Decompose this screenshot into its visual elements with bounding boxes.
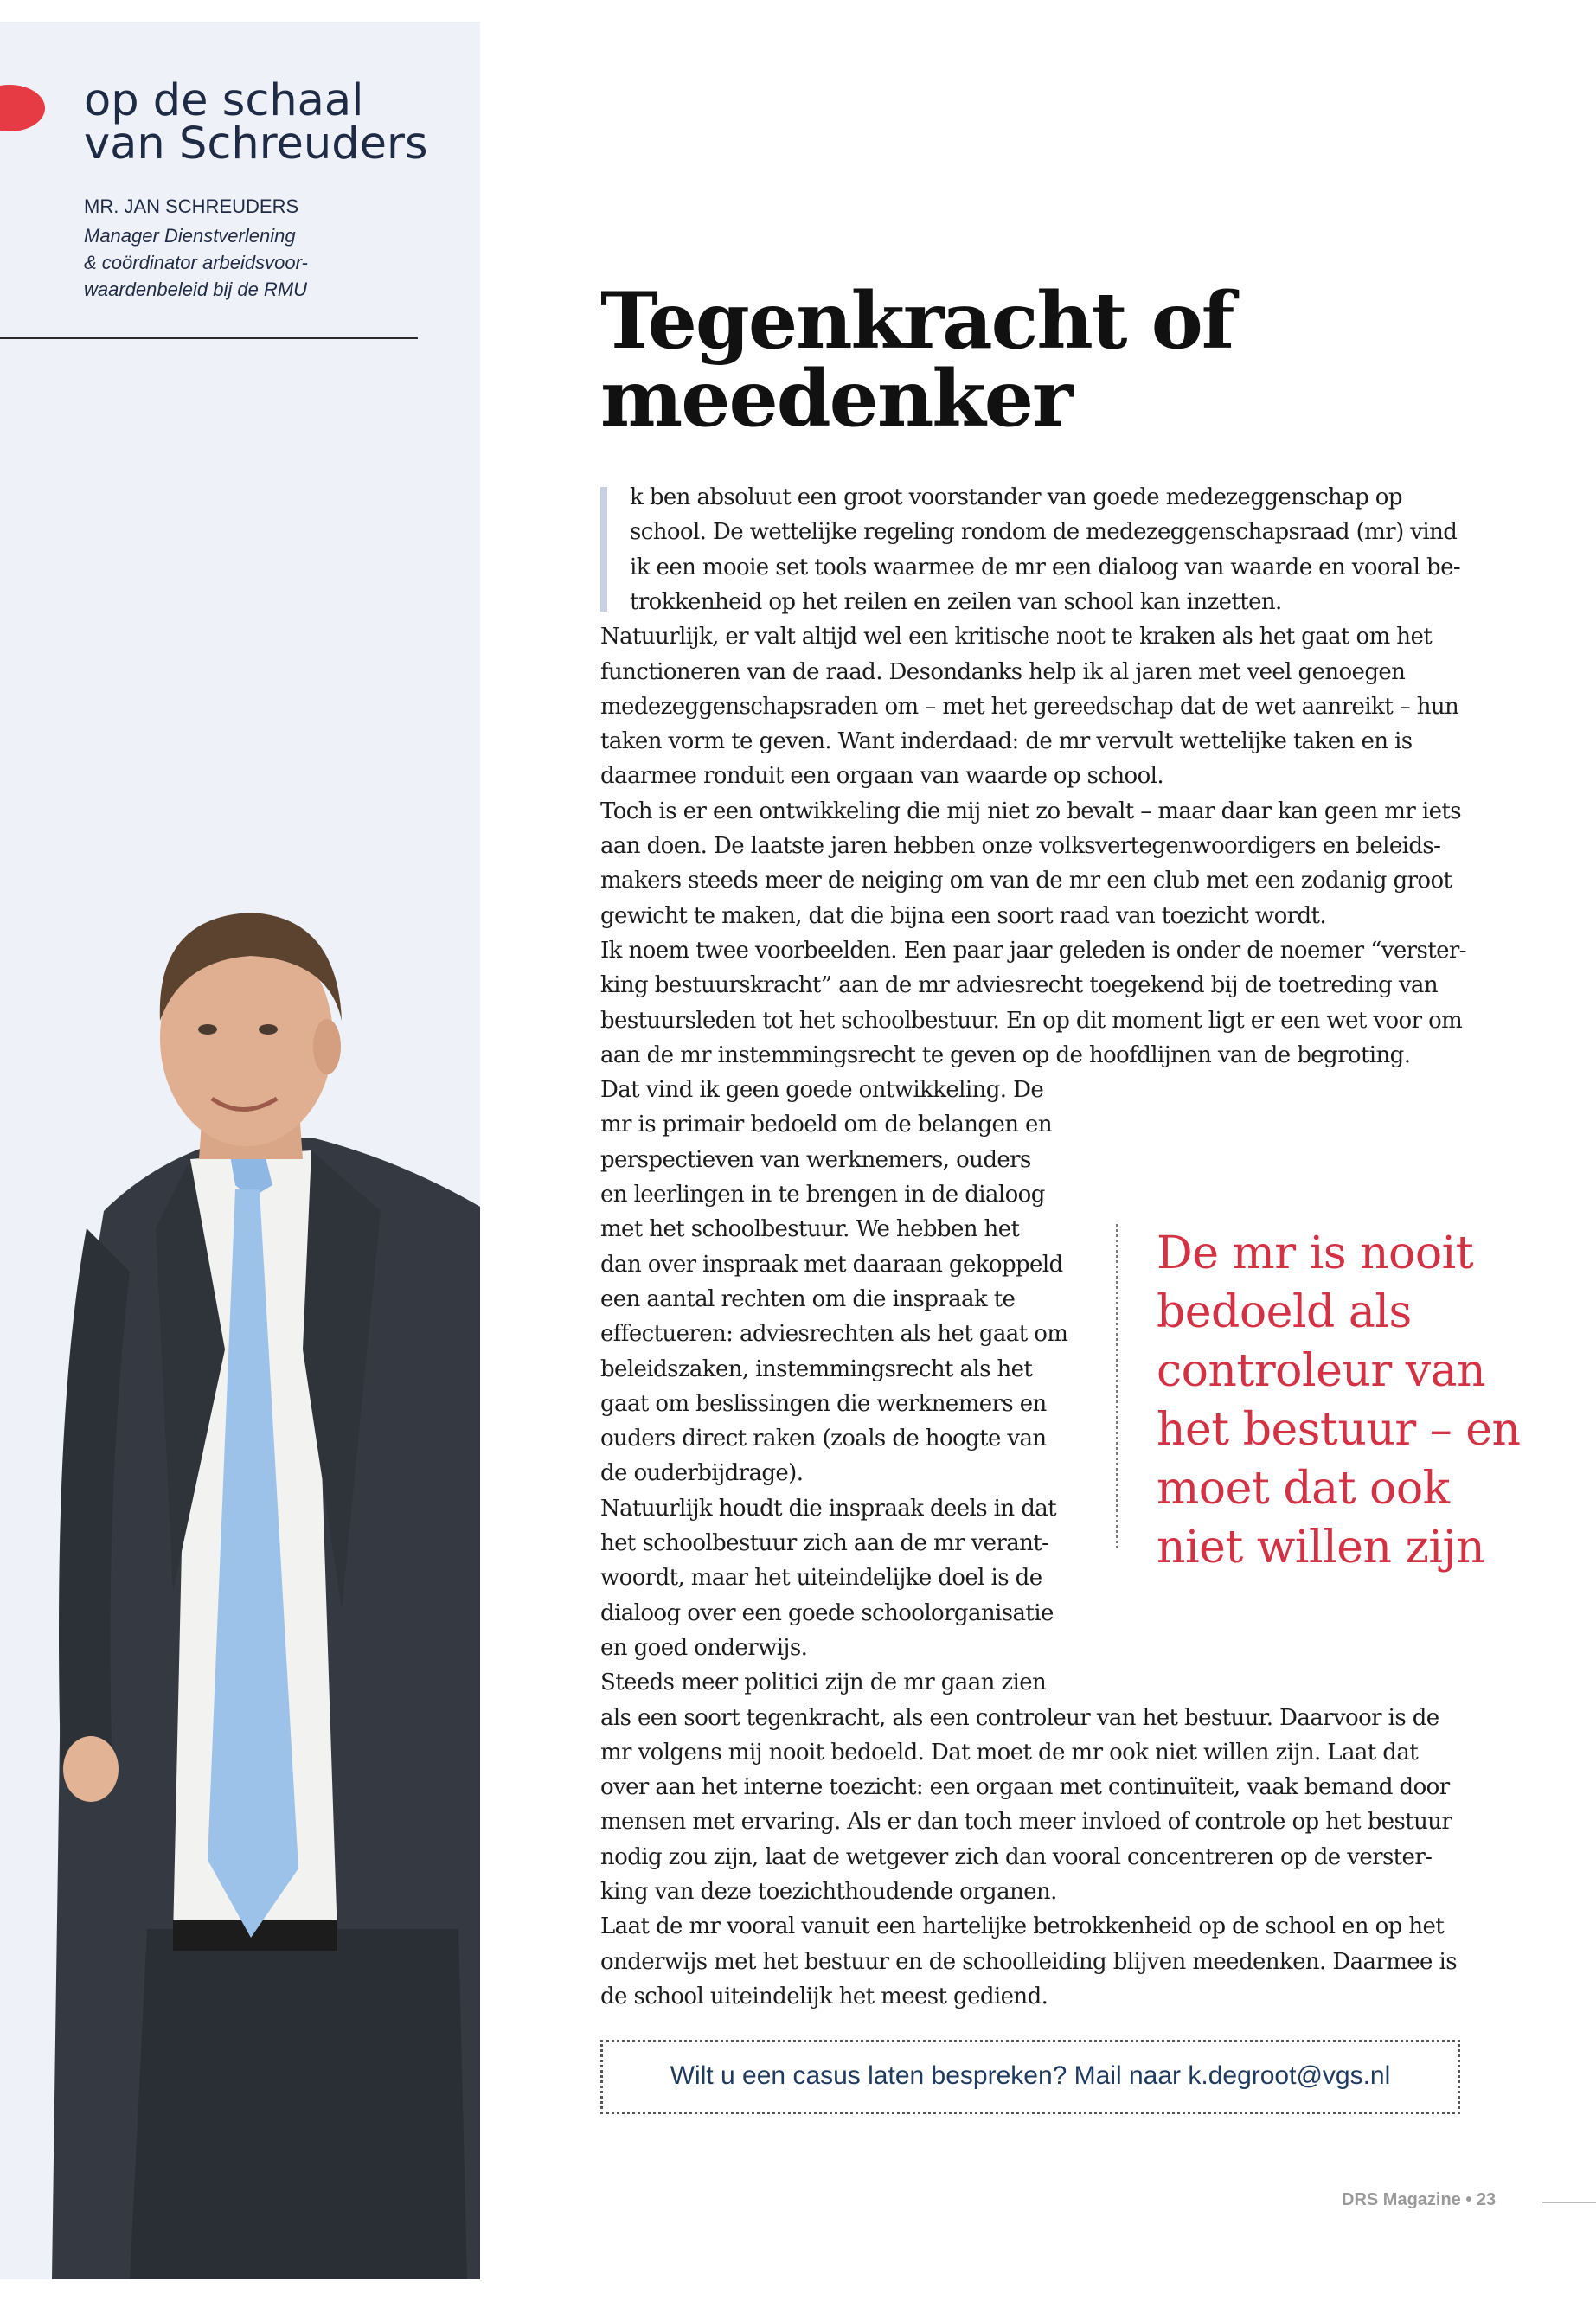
author-portrait — [52, 900, 480, 2279]
article-body-line: taken vorm te geven. Want inderdaad: de mr vervult wettelijke taken en is — [600, 728, 1413, 755]
page-footer: DRS Magazine • 23 — [1342, 2190, 1497, 2209]
article-body-line: Laat de mr vooral vanuit een hartelijke betrokkenheid op de school en op het — [600, 1913, 1445, 1940]
article-body-line: aan doen. De laatste jaren hebben onze volksvertegenwoordigers en beleids- — [600, 833, 1441, 859]
drop-cap-i — [600, 487, 607, 612]
article-body-line: Natuurlijk, er valt altijd wel een kritische noot te kraken als het gaat om het — [600, 624, 1433, 651]
article-body-line: het schoolbestuur zich aan de mr verant- — [600, 1530, 1049, 1556]
headline-line-2: meedenker — [600, 353, 1072, 445]
article-body-line: gaat om beslissingen die werknemers en — [600, 1390, 1047, 1417]
column-title — [84, 75, 428, 170]
pull-quote-line: De mr is nooit — [1157, 1227, 1474, 1279]
article-body-line: makers steeds meer de neiging om van de mr een club met een zodanig groot — [600, 868, 1452, 894]
article-body-line: over aan het interne toezicht: een orgaan met continuïteit, vaak bemand door — [600, 1774, 1450, 1801]
article-body-line: bestuursleden tot het schoolbestuur. En op dit moment ligt er een wet voor om — [600, 1007, 1463, 1034]
article-body-line: nodig zou zijn, laat de wetgever zich dan vooral concentreren op de verster- — [600, 1843, 1433, 1870]
article-body-line: king van deze toezichthoudende organen. — [600, 1879, 1057, 1905]
article-body-line: woordt, maar het uiteindelijke doel is de — [600, 1565, 1042, 1592]
article-body-line: en goed onderwijs. — [600, 1634, 808, 1661]
article-body-line: een aantal rechten om die inspraak te — [600, 1285, 1016, 1312]
article-body-line: school. De wettelijke regeling rondom de medezeggenschapsraad (mr) vind — [630, 519, 1458, 546]
pull-quote-line: het bestuur – en — [1157, 1404, 1521, 1456]
pull-quote-line: bedoeld als — [1157, 1286, 1412, 1338]
footer-rule — [1542, 2202, 1596, 2203]
column-title-line-1: op de schaal — [84, 75, 364, 126]
article-body-line: aan de mr instemmingsrecht te geven op de hoofdlijnen van de begroting. — [600, 1042, 1411, 1068]
article-body-line: Ik noem twee voorbeelden. Een paar jaar geleden is onder de noemer “verster- — [600, 937, 1466, 964]
article-body-line: mr volgens mij nooit bedoeld. Dat moet de mr ook niet willen zijn. Laat dat — [600, 1739, 1419, 1766]
article-body-line: trokkenheid op het reilen en zeilen van school kan inzetten. — [630, 588, 1282, 615]
article-body-line: Steeds meer politici zijn de mr gaan zien — [600, 1670, 1047, 1696]
column-title-line-2: van Schreuders — [84, 119, 428, 170]
article-body-line: met het schoolbestuur. We hebben het — [600, 1216, 1020, 1243]
author-role-line: & coördinator arbeidsvoor- — [84, 252, 308, 273]
pull-quote-line: moet dat ook — [1157, 1463, 1450, 1515]
article-body-line: mensen met ervaring. Als er dan toch meer invloed of controle op het bestuur — [600, 1809, 1452, 1836]
article-body-line: als een soort tegenkracht, als een controleur van het bestuur. Daarvoor is de — [600, 1704, 1439, 1731]
article-body-line: k ben absoluut een groot voorstander van goede medezeggenschap op — [630, 484, 1402, 510]
article-body-line: de ouderbijdrage). — [600, 1460, 804, 1487]
article-body-line: onderwijs met het bestuur en de schoolleiding blijven meedenken. Daarmee is — [600, 1948, 1457, 1975]
pull-quote-line: controleur van — [1157, 1345, 1486, 1397]
article-body-line: effectueren: adviesrechten als het gaat om — [600, 1321, 1068, 1348]
article-body-line: king bestuurskracht” aan de mr adviesrecht toegekend bij de toetreding van — [600, 972, 1438, 999]
article-body-line: ouders direct raken (zoals de hoogte van — [600, 1426, 1047, 1452]
article-body-line: daarmee ronduit een orgaan van waarde op school. — [600, 763, 1164, 790]
article-body-line: dialoog over een goede schoolorganisatie — [600, 1599, 1054, 1626]
author-role-line: Manager Dienstverlening — [84, 225, 296, 247]
article-body-line: Toch is er een ontwikkeling die mij niet zo bevalt – maar daar kan geen mr iets — [600, 798, 1461, 824]
article-body-line: mr is primair bedoeld om de belangen en — [600, 1112, 1052, 1138]
article-body-line: en leerlingen in te brengen in de dialoog — [600, 1182, 1045, 1208]
article-body-line: de school uiteindelijk het meest gediend. — [600, 1983, 1048, 2009]
contact-callout-text[interactable]: Wilt u een casus laten bespreken? Mail naar k.degroot@vgs.nl — [670, 2061, 1391, 2090]
article-body-line: gewicht te maken, dat die bijna een soort raad van toezicht wordt. — [600, 902, 1327, 929]
article-body-line: Natuurlijk houdt die inspraak deels in dat — [600, 1495, 1056, 1522]
article-body-line: functioneren van de raad. Desondanks help ik al jaren met veel genoegen — [600, 658, 1406, 685]
author-role — [84, 222, 369, 303]
article-headline — [600, 275, 1234, 445]
pull-quote-line: niet willen zijn — [1157, 1522, 1485, 1574]
author-role-line: waardenbeleid bij de RMU — [84, 279, 308, 300]
article-body-line: beleidszaken, instemmingsrecht als het — [600, 1356, 1033, 1382]
article-body-line: medezeggenschapsraden om – met het gereedschap dat de wet aanreikt – hun — [600, 693, 1459, 720]
author-name: MR. JAN SCHREUDERS — [84, 195, 299, 217]
article-body-line: dan over inspraak met daaraan gekoppeld — [600, 1251, 1063, 1278]
headline-line-1: Tegenkracht of — [600, 275, 1234, 367]
pull-quote — [1116, 1224, 1521, 1574]
article-body-line: Dat vind ik geen goede ontwikkeling. De — [600, 1077, 1044, 1104]
article-body-line: perspectieven van werknemers, ouders — [600, 1146, 1031, 1173]
contact-callout — [600, 2040, 1460, 2114]
article-body-line: ik een mooie set tools waarmee de mr een dialoog van waarde en vooral be- — [630, 554, 1461, 580]
sidebar-divider — [0, 337, 418, 339]
